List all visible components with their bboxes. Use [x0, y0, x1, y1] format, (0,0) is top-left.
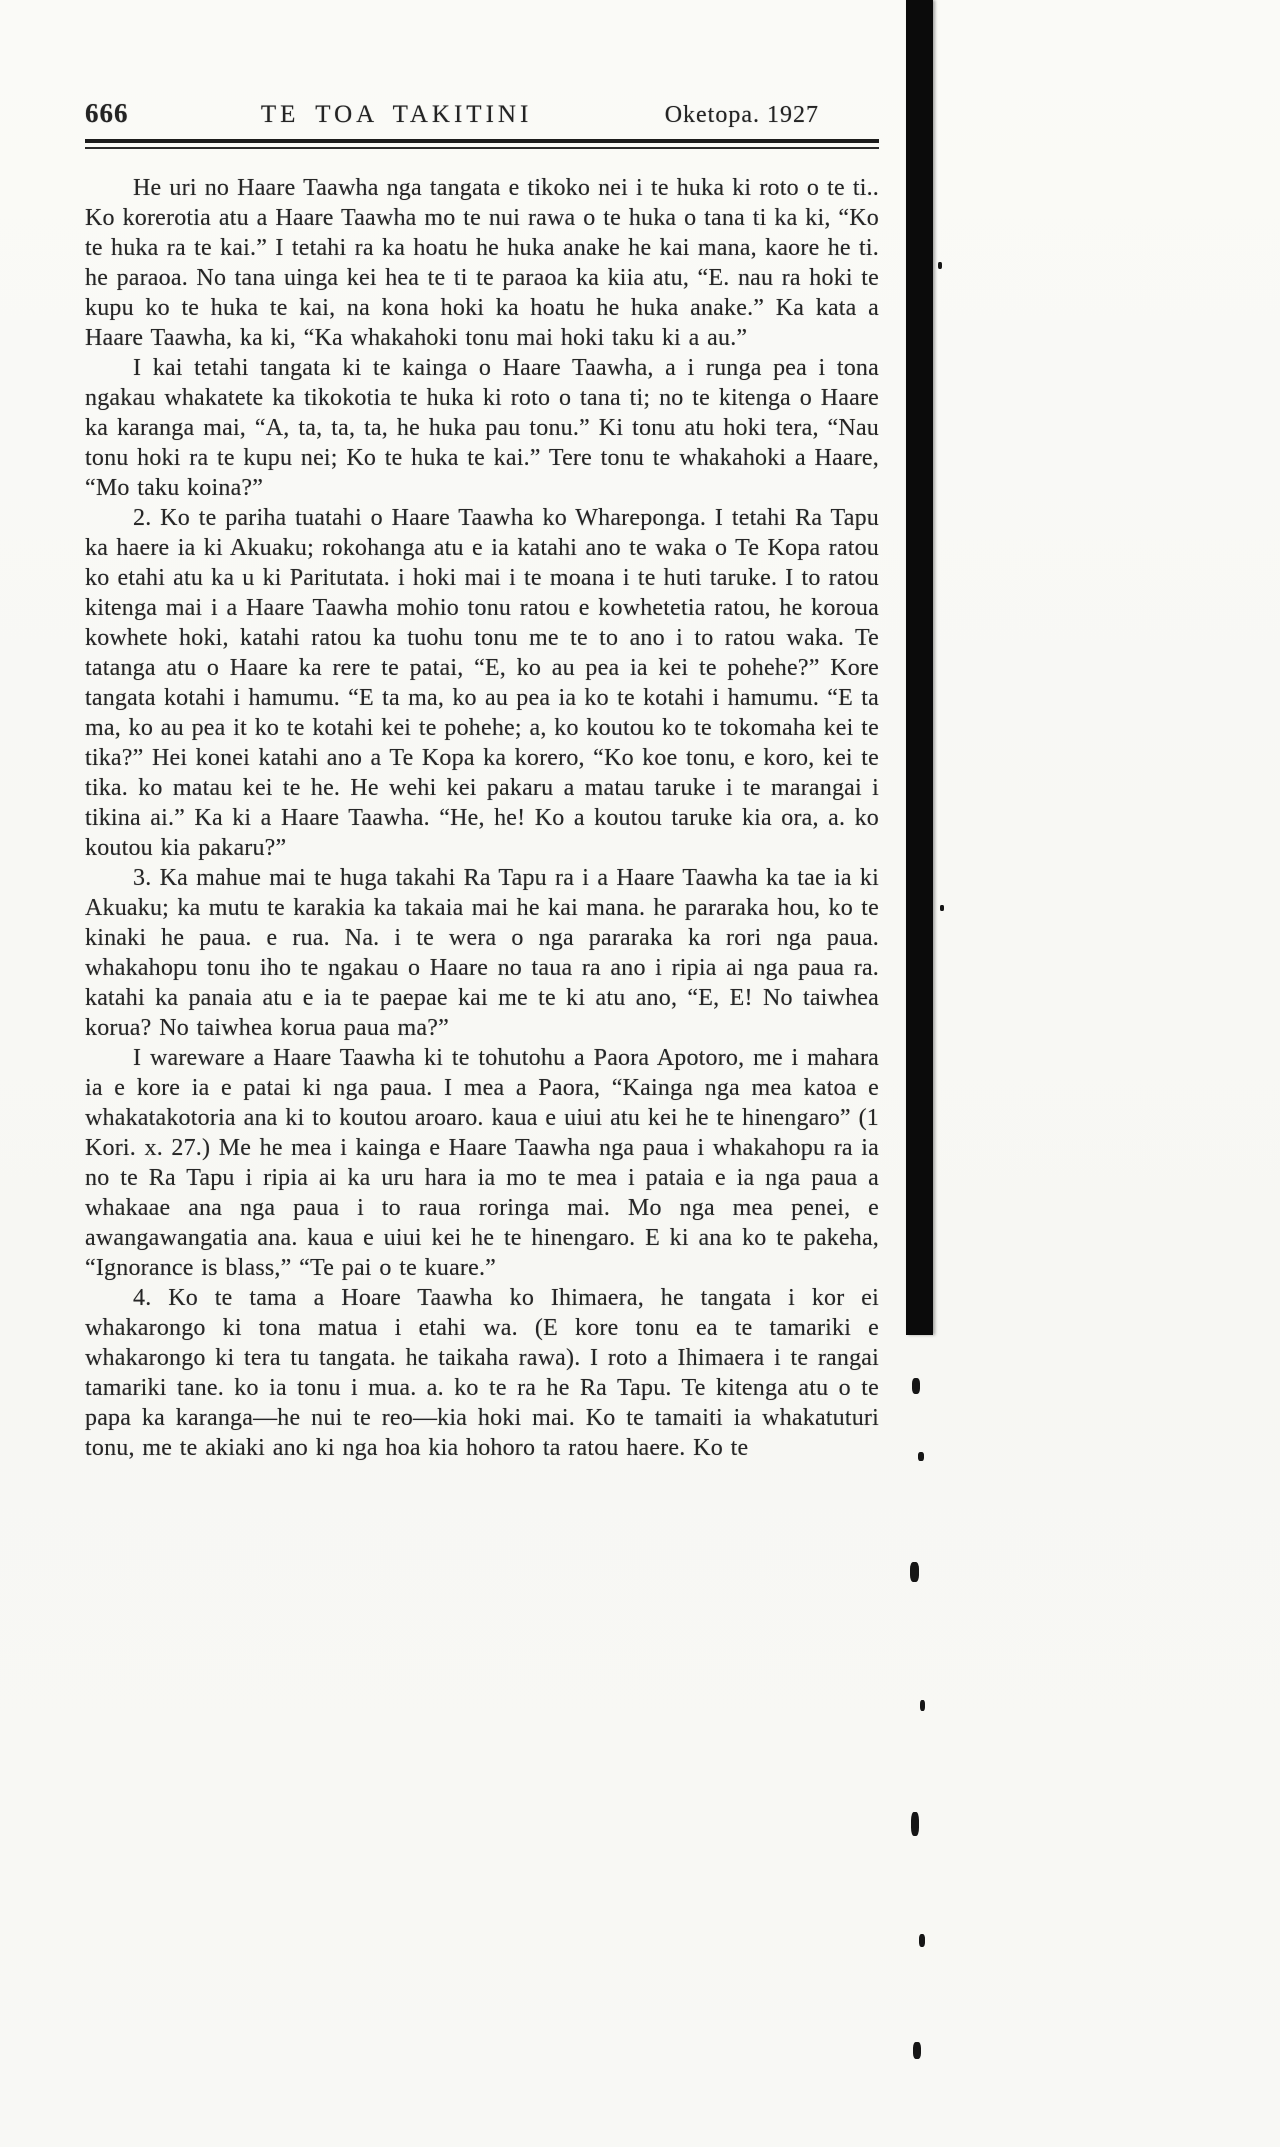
scan-artifact — [940, 905, 944, 911]
article-body — [85, 173, 879, 1463]
paragraph: I kai tetahi tangata ki te kainga o Haare Taawha, a i runga pea i tona ngakau whakatete ka tikokotia te huka ki roto o tana ti; no te kitenga o Haare ka karanga mai, “A, ta, ta, ta, he huka pau tonu.” Ki tonu atu hoki tera, “Nau tonu hoki ra te kupu nei; Ko te huka te kai.” Tere tonu te whakahoki a Haare, “Mo taku koina?” — [85, 355, 879, 501]
scan-artifact — [912, 1378, 920, 1394]
paragraph: I wareware a Haare Taawha ki te tohutohu a Paora Apotoro, me i mahara ia e kore ia e patai ki nga paua. I mea a Paora, “Kainga nga mea katoa e whakatakotoria ana ki to koutou aroaro. kaua e uiui atu kei he te hinengaro” (1 Kori. x. 27.) Me he mea i kainga e Haare Taawha nga paua i whakahopu ra ia no te Ra Tapu i ripia ai ka uru hara ia mo te mea i pataia e ia nga paua a whakaae ana nga paua i to raua roringa mai. Mo nga mea penei, e awangawangatia ana. kaua e uiui kei he te hinengaro. E ki ana ko te pakeha, “Ignorance is blass,” “Te pai o te kuare.” — [85, 1045, 879, 1281]
page-number: 666 — [85, 98, 129, 128]
journal-title: TE TOA TAKITINI — [260, 101, 533, 128]
paragraph: 3. Ka mahue mai te huga takahi Ra Tapu ra i a Haare Taawha ka tae ia ki Akuaku; ka mutu te karakia ka takaia mai he kai mana. he pararaka hou, ko te kinaki he paua. e rua. Na. i te wera o nga pararaka ka rori nga paua. whakahopu tonu iho te ngakau o Haare no taua ra ano i ripia ai nga paua ra. katahi ka panaia atu e ia te paepae kai me te ki atu ano, “E, E! No taiwhea korua? No taiwhea korua paua ma?” — [85, 865, 879, 1041]
scan-artifact — [919, 1934, 925, 1947]
paragraph: He uri no Haare Taawha nga tangata e tikoko nei i te huka ki roto o te ti.. Ko korerotia atu a Haare Taawha mo te nui rawa o te huka o tana ti ka ki, “Ko te huka ra te kai.” I tetahi ra ka hoatu he huka anake he kai mana, kaore he ti. he paraoa. No tana uinga kei hea te ti te paraoa ka kiia atu, “E. nau ra hoki te kupu ko te huka te kai, na kona hoki ka hoatu he huka anake.” Ka kata a Haare Taawha, ka ki, “Ka whakahoki tonu mai hoki taku ki a au.” — [85, 175, 879, 351]
header-double-rule — [85, 139, 879, 149]
scan-artifact — [910, 1562, 919, 1582]
scan-artifact — [911, 1812, 919, 1836]
paragraph: 4. Ko te tama a Hoare Taawha ko Ihimaera, he tangata i kor ei whakarongo ki tona matua i etahi wa. (E kore tonu ea te tamariki e whakarongo ki tera tu tangata. he taikaha rawa). I roto a Ihimaera i te rangai tamariki tane. ko ia tonu i mua. a. ko te ra he Ra Tapu. Te kitenga atu o te papa ka karanga—he nui te reo—kia hoki mai. Ko te tamaiti ia whakatuturi tonu, me te akiaki ano ki nga hoa kia hohoro ta ratou haere. Ko te — [85, 1285, 879, 1461]
page-header — [85, 98, 879, 129]
scan-artifact — [918, 1452, 924, 1461]
paragraph: 2. Ko te pariha tuatahi o Haare Taawha ko Whareponga. I tetahi Ra Tapu ka haere ia ki Akuaku; rokohanga atu e ia katahi ano te waka o Te Kopa ratou ko etahi atu ka u ki Paritutata. i hoki mai i te moana i te huti taruke. I to ratou kitenga mai i a Haare Taawha mohio tonu ratou e kowhetetia ratou, he koroua kowhete hoki, katahi ratou ka tuohu tonu me te to ano i to ratou waka. Te tatanga atu o Haare ka rere te patai, “E, ko au pea ia kei te pohehe?” Kore tangata kotahi i hamumu. “E ta ma, ko au pea ia ko te kotahi i hamumu. “E ta ma, ko au pea it ko te kotahi kei te pohehe; a, ko koutou ko te tokomaha kei te tika?” Hei konei katahi ano a Te Kopa ka korero, “Ko koe tonu, e koro, kei te tika. ko matau kei te he. He wehi kei pakaru a matau taruke i te marangai i tikina ai.” Ka ki a Haare Taawha. “He, he! Ko a koutou taruke kia ora, a. ko koutou kia pakaru?” — [85, 505, 879, 861]
scan-artifact — [938, 262, 942, 269]
page-content-column — [85, 98, 879, 1463]
issue-date: Oketopa. 1927 — [664, 102, 819, 128]
scan-gutter-bar — [906, 0, 933, 1335]
scan-artifact — [913, 2042, 921, 2059]
scan-artifact — [920, 1700, 925, 1711]
